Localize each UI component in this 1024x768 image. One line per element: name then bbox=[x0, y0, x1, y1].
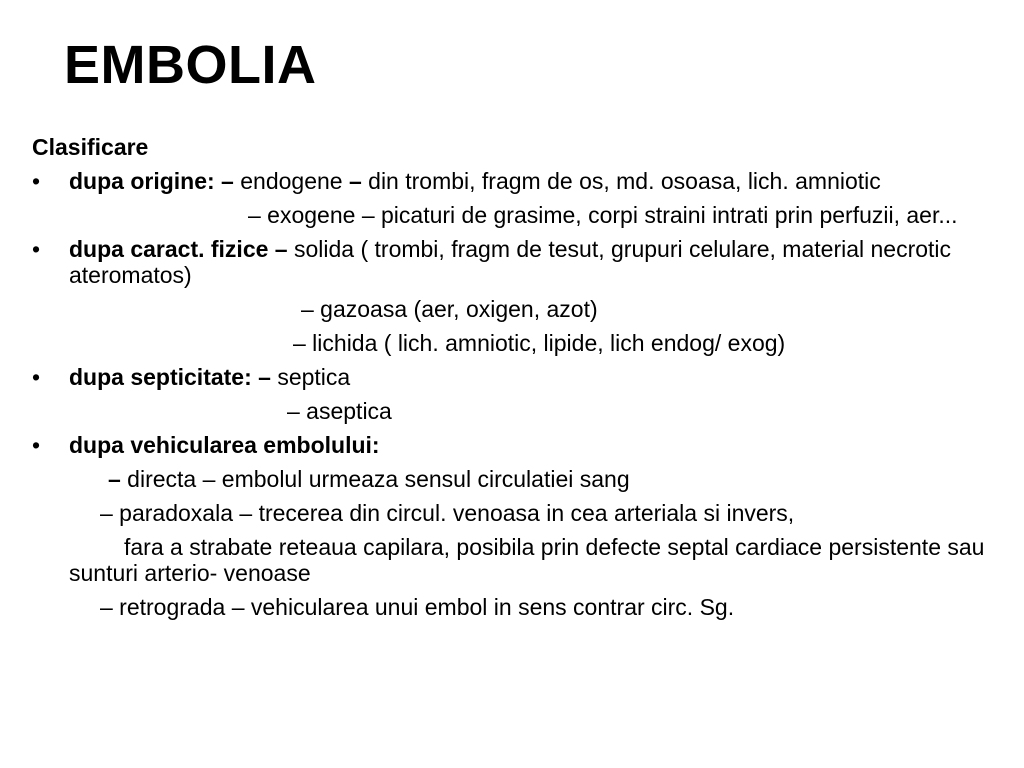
vehicularea-label: dupa vehicularea embolului: bbox=[69, 432, 380, 458]
paradoxala-line: – paradoxala – trecerea din circul. venoasa in cea arteriala si invers, bbox=[100, 500, 795, 526]
lichida-line: – lichida ( lich. amniotic, lipide, lich endog/ exog) bbox=[293, 330, 786, 356]
exogene-line bbox=[69, 202, 992, 228]
slide-body bbox=[32, 134, 992, 620]
septicitate-text: septica bbox=[270, 364, 351, 390]
directa-text: directa – embolul urmeaza sensul circulatiei sang bbox=[120, 466, 630, 492]
bullet-origine bbox=[32, 168, 992, 228]
origine-dash: – bbox=[348, 168, 362, 194]
origine-text2: din trombi, fragm de os, md. osoasa, lich. amniotic bbox=[361, 168, 881, 194]
retrograda-line: – retrograda – vehicularea unui embol in sens contrar circ. Sg. bbox=[100, 594, 735, 620]
section-heading: Clasificare bbox=[32, 134, 149, 160]
septicitate-line bbox=[69, 364, 992, 390]
bullet-septicitate bbox=[32, 364, 992, 424]
slide-title: EMBOLIA bbox=[64, 35, 317, 95]
gazoasa-line: – gazoasa (aer, oxigen, azot) bbox=[301, 296, 598, 322]
directa-line bbox=[69, 466, 992, 492]
bullet-dot: • bbox=[32, 432, 41, 458]
fizice-line bbox=[69, 236, 992, 288]
exogene-text: – exogene – picaturi de grasime, corpi straini intrati prin perfuzii, aer... bbox=[248, 202, 958, 228]
origine-line bbox=[69, 168, 992, 194]
fizice-text: solida ( trombi, fragm de tesut, grupuri celulare, material necrotic ateromatos) bbox=[69, 236, 952, 288]
origine-text1: endogene bbox=[233, 168, 349, 194]
bullet-dot: • bbox=[32, 364, 41, 390]
origine-label: dupa origine: – bbox=[69, 168, 234, 194]
bullet-fizice bbox=[32, 236, 992, 356]
bullet-vehicularea bbox=[32, 432, 992, 620]
septicitate-label: dupa septicitate: – bbox=[69, 364, 271, 390]
bullet-dot: • bbox=[32, 168, 41, 194]
directa-dash: – bbox=[108, 466, 121, 492]
fara-line: fara a strabate reteaua capilara, posibila prin defecte septal cardiace persistente sau sunturi arterio- venoase bbox=[69, 534, 985, 586]
fizice-label: dupa caract. fizice – bbox=[69, 236, 288, 262]
aseptica-line: – aseptica bbox=[287, 398, 392, 424]
bullet-dot: • bbox=[32, 236, 41, 262]
